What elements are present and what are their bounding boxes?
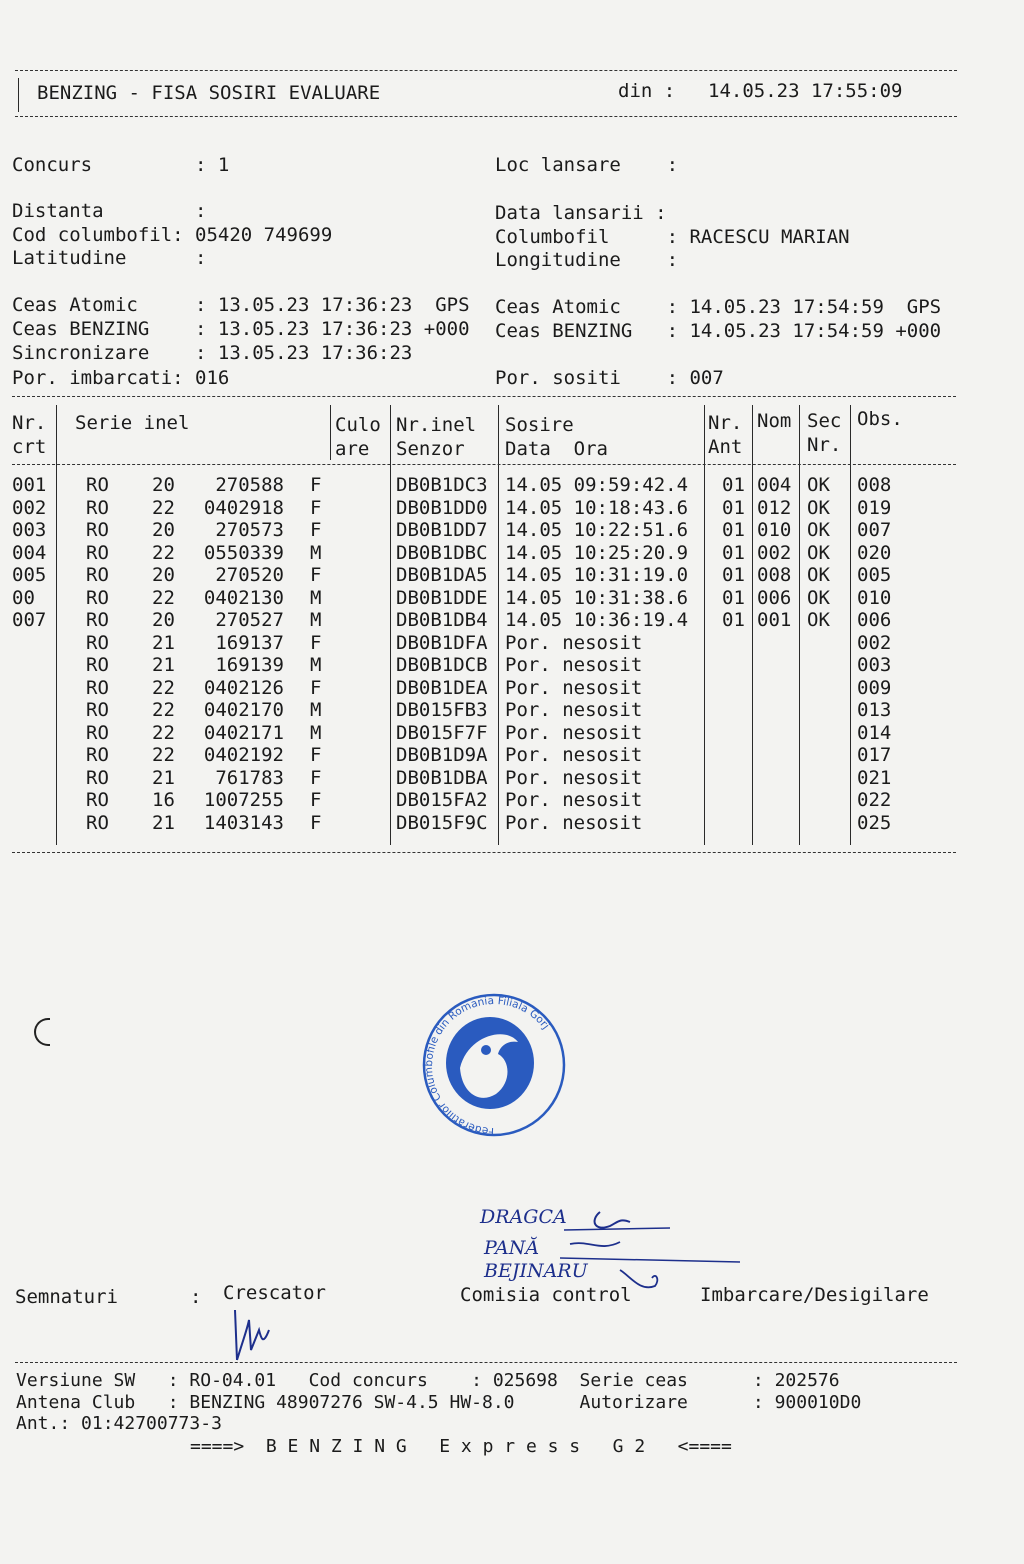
cell-year: 22 <box>152 699 175 721</box>
table-row <box>0 699 1024 721</box>
col-divider <box>330 405 331 460</box>
cell-ring-number: 761783 <box>215 766 284 789</box>
cell-senzor: DB0B1D9A <box>396 744 488 766</box>
cell-sosire: 14.05 10:22:51.6 <box>505 519 689 541</box>
footer-versiune: Versiune SW : RO-04.01 Cod concurs : 025698 Serie ceas : 202576 <box>16 1370 840 1391</box>
cell-ring-number: 0402192 <box>203 744 284 766</box>
table-row <box>0 542 1024 564</box>
cell-senzor: DB0B1DDE <box>396 586 488 609</box>
cell-sex: F <box>310 496 322 519</box>
cell-sosire: Por. nesosit <box>505 699 643 721</box>
cell-ring-number: 270520 <box>215 564 284 586</box>
info-por-imbarcati: Por. imbarcati: 016 <box>12 367 230 389</box>
cell-country: RO <box>86 586 109 609</box>
report-title: BENZING - FISA SOSIRI EVALUARE <box>37 82 381 104</box>
cell-year: 22 <box>152 744 175 766</box>
cell-year: 20 <box>152 474 175 496</box>
cell-sex: M <box>310 654 322 676</box>
cell-ant: 01 <box>722 564 745 586</box>
cell-senzor: DB0B1DBC <box>396 541 488 564</box>
cell-sosire: 14.05 10:36:19.4 <box>505 609 689 631</box>
cell-nr-crt: 005 <box>12 564 47 586</box>
cell-senzor: DB0B1DD7 <box>396 519 488 541</box>
cell-year: 22 <box>152 541 175 564</box>
cell-senzor: DB0B1DB4 <box>396 609 488 631</box>
info-ceas-atomic-start: Ceas Atomic : 13.05.23 17:36:23 GPS <box>12 294 470 316</box>
cell-ring-number: 0402126 <box>203 676 284 699</box>
info-data-lansarii: Data lansarii : <box>495 202 667 224</box>
cell-country: RO <box>86 676 109 699</box>
cell-obs: 022 <box>857 789 892 811</box>
cell-obs: 019 <box>857 496 892 519</box>
th-nr-inel-senzor: Senzor <box>396 438 465 460</box>
cell-obs: 002 <box>857 631 892 654</box>
cell-sex: F <box>310 631 322 654</box>
table-row <box>0 519 1024 541</box>
cell-obs: 007 <box>857 519 892 541</box>
cell-obs: 017 <box>857 744 892 766</box>
comisia-control-label: Comisia control <box>460 1284 632 1306</box>
cell-country: RO <box>86 744 109 766</box>
cell-obs: 021 <box>857 766 892 789</box>
federation-stamp <box>420 990 568 1140</box>
cell-sosire: 14.05 09:59:42.4 <box>505 474 689 496</box>
th-nr-crt: crt <box>12 436 47 458</box>
cell-country: RO <box>86 654 109 676</box>
info-concurs: Concurs : 1 <box>12 154 230 176</box>
cell-year: 22 <box>152 676 175 699</box>
cell-ring-number: 1403143 <box>203 811 284 834</box>
cell-nr-crt: 002 <box>12 496 47 519</box>
table-row <box>0 654 1024 676</box>
cell-sosire: Por. nesosit <box>505 676 643 699</box>
cell-obs: 003 <box>857 654 892 676</box>
cell-ring-number: 0402171 <box>203 721 284 744</box>
cell-ring-number: 0402918 <box>203 496 284 519</box>
cell-ring-number: 0550339 <box>203 541 284 564</box>
table-row <box>0 474 1024 496</box>
cell-sosire: 14.05 10:25:20.9 <box>505 541 689 564</box>
cell-nom: 008 <box>757 564 792 586</box>
cell-year: 21 <box>152 654 175 676</box>
cell-ring-number: 270588 <box>215 474 284 496</box>
header-bottom-rule <box>15 116 957 117</box>
cell-sex: M <box>310 541 322 564</box>
th-nr-ant: Nr. <box>708 412 743 434</box>
cell-sosire: Por. nesosit <box>505 744 643 766</box>
cell-year: 21 <box>152 811 175 834</box>
imbarcare-desigilare-label: Imbarcare/Desigilare <box>700 1284 929 1306</box>
cell-country: RO <box>86 609 109 631</box>
table-row <box>0 789 1024 811</box>
info-ceas-atomic-end: Ceas Atomic : 14.05.23 17:54:59 GPS <box>495 296 942 318</box>
cell-sosire: 14.05 10:18:43.6 <box>505 496 689 519</box>
th-serie-inel: Serie inel <box>75 412 190 434</box>
info-distanta: Distanta : <box>12 200 207 222</box>
cell-sosire: 14.05 10:31:19.0 <box>505 564 689 586</box>
cell-senzor: DB0B1DA5 <box>396 564 488 586</box>
report-date-label: din : <box>618 80 676 102</box>
table-row <box>0 564 1024 586</box>
punch-hole-mark <box>34 1018 50 1046</box>
header-top-rule <box>15 70 957 71</box>
cell-year: 22 <box>152 496 175 519</box>
cell-obs: 006 <box>857 609 892 631</box>
cell-nr-crt: 007 <box>12 609 47 631</box>
cell-country: RO <box>86 541 109 564</box>
cell-sec: OK <box>807 609 830 631</box>
cell-year: 20 <box>152 564 175 586</box>
cell-senzor: DB0B1DBA <box>396 766 488 789</box>
handwritten-name-3: BEJINARU <box>484 1260 588 1282</box>
cell-ant: 01 <box>722 496 745 519</box>
cell-sosire: Por. nesosit <box>505 654 643 676</box>
cell-year: 21 <box>152 766 175 789</box>
cell-country: RO <box>86 496 109 519</box>
cell-ring-number: 169139 <box>215 654 284 676</box>
th-sosire: Sosire <box>505 414 574 436</box>
cell-sec: OK <box>807 519 830 541</box>
info-longitudine: Longitudine : <box>495 249 679 271</box>
cell-country: RO <box>86 721 109 744</box>
semnaturi-colon: : <box>190 1286 202 1308</box>
cell-obs: 025 <box>857 811 892 834</box>
cell-nom: 012 <box>757 496 792 519</box>
cell-country: RO <box>86 474 109 496</box>
cell-obs: 008 <box>857 474 892 496</box>
info-columbofil: Columbofil : RACESCU MARIAN <box>495 226 850 248</box>
cell-country: RO <box>86 789 109 811</box>
table-row <box>0 587 1024 609</box>
cell-ring-number: 270573 <box>215 519 284 541</box>
semnaturi-label: Semnaturi <box>15 1286 118 1308</box>
cell-sec: OK <box>807 564 830 586</box>
cell-country: RO <box>86 519 109 541</box>
cell-senzor: DB015F9C <box>396 811 488 834</box>
th-culoare: are <box>335 438 370 460</box>
info-ceas-benzing-start: Ceas BENZING : 13.05.23 17:36:23 +000 <box>12 318 470 340</box>
cell-year: 22 <box>152 721 175 744</box>
cell-country: RO <box>86 631 109 654</box>
handwritten-name-1: DRAGCA <box>480 1206 567 1228</box>
cell-country: RO <box>86 766 109 789</box>
cell-sex: F <box>310 811 322 834</box>
stamp-bird-eye <box>481 1045 491 1055</box>
cell-sosire: Por. nesosit <box>505 721 643 744</box>
cell-sosire: Por. nesosit <box>505 766 643 789</box>
handwritten-name-2: PANĂ <box>484 1237 540 1259</box>
cell-nr-crt: 001 <box>12 474 47 496</box>
info-ceas-benzing-end: Ceas BENZING : 14.05.23 17:54:59 +000 <box>495 320 942 342</box>
cell-senzor: DB015F7F <box>396 721 488 744</box>
th-nr-ant: Ant <box>708 436 743 458</box>
cell-ring-number: 0402170 <box>203 699 284 721</box>
cell-senzor: DB0B1DFA <box>396 631 488 654</box>
table-row <box>0 609 1024 631</box>
cell-nom: 010 <box>757 519 792 541</box>
cell-sex: M <box>310 721 322 744</box>
th-sec-nr: Nr. <box>807 434 842 456</box>
cell-nr-crt: 004 <box>12 541 47 564</box>
cell-sec: OK <box>807 541 830 564</box>
cell-year: 21 <box>152 631 175 654</box>
th-sosire: Data Ora <box>505 438 608 460</box>
info-loc-lansare: Loc lansare : <box>495 154 679 176</box>
cell-obs: 005 <box>857 564 892 586</box>
cell-senzor: DB0B1DEA <box>396 676 488 699</box>
cell-sosire: Por. nesosit <box>505 631 643 654</box>
th-nr-crt: Nr. <box>12 412 47 434</box>
cell-senzor: DB0B1DCB <box>396 654 488 676</box>
table-top-rule <box>12 396 956 397</box>
th-nr-inel-senzor: Nr.inel <box>396 414 477 436</box>
crescator-label: Crescator <box>223 1282 326 1304</box>
th-culoare: Culo <box>335 414 381 436</box>
cell-sex: M <box>310 609 322 631</box>
cell-senzor: DB015FB3 <box>396 699 488 721</box>
cell-ring-number: 0402130 <box>203 586 284 609</box>
cell-sex: M <box>310 586 322 609</box>
cell-nr-crt: 003 <box>12 519 47 541</box>
footer-ant: Ant.: 01:42700773-3 <box>16 1413 222 1434</box>
cell-obs: 013 <box>857 699 892 721</box>
cell-year: 16 <box>152 789 175 811</box>
footer-benzing-express: ====> B E N Z I N G E x p r e s s G 2 <==== <box>190 1436 732 1457</box>
cell-nom: 006 <box>757 586 792 609</box>
cell-sosire: Por. nesosit <box>505 811 643 834</box>
cell-sex: F <box>310 564 322 586</box>
cell-sosire: Por. nesosit <box>505 789 643 811</box>
cell-ant: 01 <box>722 519 745 541</box>
cell-ant: 01 <box>722 586 745 609</box>
cell-sex: F <box>310 766 322 789</box>
table-row <box>0 767 1024 789</box>
cell-ant: 01 <box>722 474 745 496</box>
cell-ant: 01 <box>722 609 745 631</box>
cell-sec: OK <box>807 586 830 609</box>
cell-ring-number: 1007255 <box>203 789 284 811</box>
cell-obs: 020 <box>857 541 892 564</box>
cell-ring-number: 270527 <box>215 609 284 631</box>
cell-sex: M <box>310 699 322 721</box>
cell-obs: 010 <box>857 586 892 609</box>
cell-sex: F <box>310 519 322 541</box>
header-left-border <box>18 78 19 112</box>
cell-ring-number: 169137 <box>215 631 284 654</box>
th-nom: Nom <box>757 410 792 432</box>
cell-sec: OK <box>807 474 830 496</box>
cell-sex: F <box>310 474 322 496</box>
cell-year: 20 <box>152 609 175 631</box>
table-row <box>0 722 1024 744</box>
info-sincronizare: Sincronizare : 13.05.23 17:36:23 <box>12 342 413 364</box>
cell-ant: 01 <box>722 541 745 564</box>
table-row <box>0 812 1024 834</box>
cell-country: RO <box>86 699 109 721</box>
table-row <box>0 744 1024 766</box>
cell-nom: 002 <box>757 541 792 564</box>
cell-year: 20 <box>152 519 175 541</box>
table-header-rule <box>12 464 956 465</box>
cell-senzor: DB015FA2 <box>396 789 488 811</box>
table-row <box>0 632 1024 654</box>
th-obs: Obs. <box>857 408 903 430</box>
info-por-sositi: Por. sositi : 007 <box>495 367 724 389</box>
cell-sosire: 14.05 10:31:38.6 <box>505 586 689 609</box>
cell-nom: 001 <box>757 609 792 631</box>
th-sec-nr: Sec <box>807 410 842 432</box>
report-date-value: 14.05.23 17:55:09 <box>708 80 903 102</box>
footer-rule <box>15 1362 957 1363</box>
cell-sec: OK <box>807 496 830 519</box>
cell-senzor: DB0B1DC3 <box>396 474 488 496</box>
cell-year: 22 <box>152 586 175 609</box>
cell-senzor: DB0B1DD0 <box>396 496 488 519</box>
cell-obs: 009 <box>857 676 892 699</box>
stamp-text: Federatiilor Columbofile din Romania Filiala Gorj <box>422 994 552 1138</box>
info-latitudine: Latitudine : <box>12 247 207 269</box>
cell-sex: F <box>310 676 322 699</box>
table-row <box>0 677 1024 699</box>
cell-country: RO <box>86 564 109 586</box>
cell-sex: F <box>310 744 322 766</box>
cell-nr-crt: 00 <box>12 586 35 609</box>
cell-sex: F <box>310 789 322 811</box>
footer-antena: Antena Club : BENZING 48907276 SW-4.5 HW-8.0 Autorizare : 900010D0 <box>16 1392 862 1413</box>
cell-nom: 004 <box>757 474 792 496</box>
table-bottom-rule <box>12 852 956 853</box>
cell-country: RO <box>86 811 109 834</box>
info-cod-columbofil: Cod columbofil: 05420 749699 <box>12 224 333 246</box>
cell-obs: 014 <box>857 721 892 744</box>
table-row <box>0 497 1024 519</box>
